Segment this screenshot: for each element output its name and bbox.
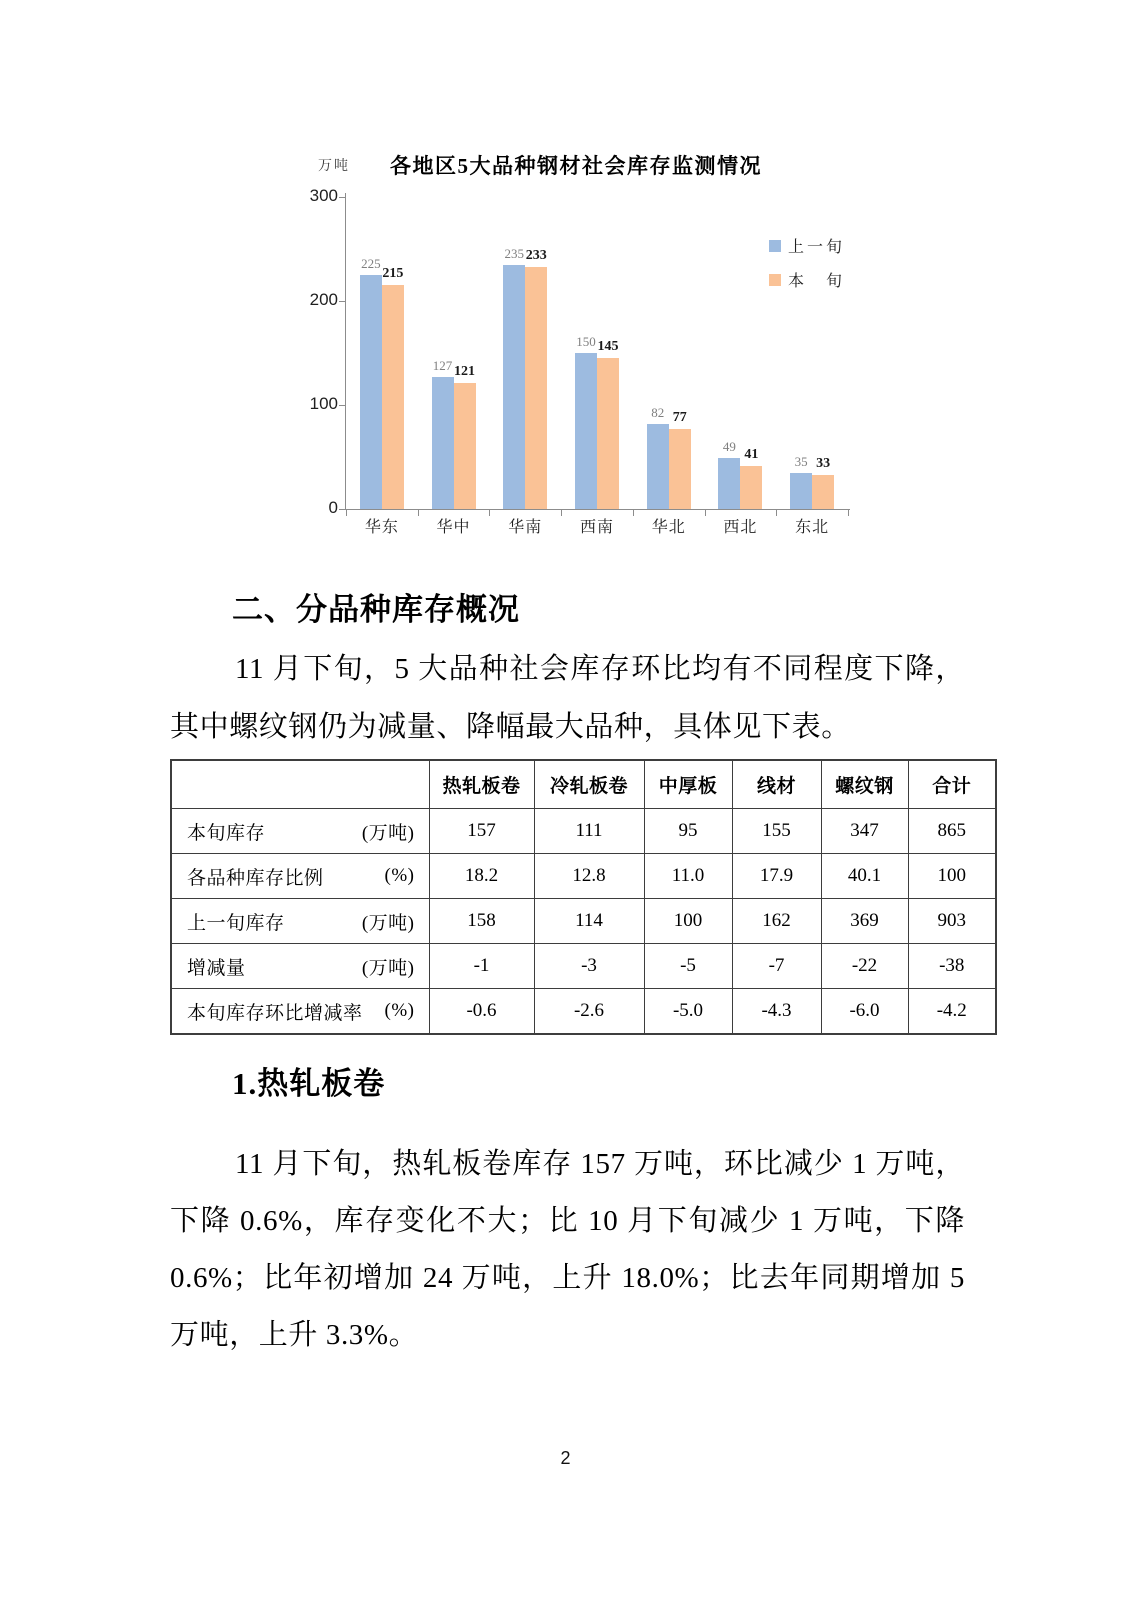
legend-swatch-icon [769,274,781,286]
section-heading-hot-rolled: 1.热轧板卷 [232,1066,386,1101]
legend-label: 本 旬 [788,273,846,290]
bar [647,404,669,509]
bar-value-label: 49 [722,439,736,455]
table-value-cell: 18.2 [429,854,534,899]
bar-group-6 [705,197,777,509]
table-value-cell: 95 [644,809,732,854]
paragraph-varieties [170,640,965,756]
bar-value-label: 225 [361,256,381,271]
bar-group-4 [561,197,633,509]
table-row [171,944,996,989]
bar-value-label: 77 [672,409,687,425]
table-value-cell: 111 [534,809,644,854]
y-axis-unit-label: 万吨 [318,159,350,174]
table-value-cell: -2.6 [534,989,644,1035]
table-value-cell: 865 [908,809,996,854]
y-axis-tick-label: 200 [309,290,338,309]
row-unit: (万吨) [361,957,415,979]
table-value-cell: 347 [821,809,908,854]
table-value-cell: -22 [821,944,908,989]
paragraph-line: 其中螺纹钢仍为减量、降幅最大品种，具体见下表。 [170,711,851,743]
bar [382,266,404,509]
row-label-cell [171,899,429,944]
row-unit: (万吨) [361,912,415,934]
row-unit: (万吨) [361,822,415,844]
bar-value-label: 35 [794,453,808,469]
table-column-header: 中厚板 [644,760,732,809]
bar-value-label: 150 [576,334,596,349]
table-value-cell: -3 [534,944,644,989]
x-axis-category-label: 华东 [364,519,399,536]
bar [597,339,619,509]
paragraph-hot-rolled [170,1136,965,1364]
table-column-header: 线材 [732,760,821,809]
x-axis-category-label: 华北 [651,519,686,536]
bar [503,245,525,509]
table-column-header [171,760,429,809]
paragraph-line: 下降 0.6%，库存变化不大；比 10 月下旬减少 1 万吨，下降 [170,1205,965,1237]
row-label-cell [171,989,429,1035]
bar [718,439,740,509]
table-value-cell: 369 [821,899,908,944]
y-axis-tick-mark [339,197,346,198]
x-axis-category-label: 华南 [508,519,543,536]
table-row [171,854,996,899]
row-label: 上一旬库存 [187,912,285,934]
table-value-cell: 100 [644,899,732,944]
table-column-header: 冷轧板卷 [534,760,644,809]
bar-value-label: 235 [504,245,525,261]
row-unit: (%) [384,1000,415,1021]
table-value-cell: -38 [908,944,996,989]
bar-value-label: 233 [525,247,547,263]
y-axis-tick-mark [339,301,346,302]
x-axis-line [339,509,850,510]
section-heading-varieties: 二、分品种库存概况 [232,592,520,627]
bar-value-label: 121 [454,364,476,380]
x-axis-category-label: 东北 [795,519,830,536]
legend-label: 上一旬 [788,239,846,256]
row-unit: (%) [384,865,415,886]
table-value-cell: -5.0 [644,989,732,1035]
bar-value-label: 145 [597,339,619,355]
chart-title: 各地区5大品种钢材社会库存监测情况 [390,154,762,178]
table-value-cell: 903 [908,899,996,944]
bar-value-label: 33 [816,455,831,471]
x-axis-tick-mark [848,510,849,516]
x-axis-category-label: 西南 [579,519,614,536]
row-label: 各品种库存比例 [187,867,324,889]
bar [432,357,454,509]
x-axis-category-label: 华中 [436,519,471,536]
y-axis-tick-mark [339,509,346,510]
bar-value-label: 127 [432,357,453,373]
paragraph-line: 0.6%；比年初增加 24 万吨，上升 18.0%；比去年同期增加 5 [170,1262,965,1294]
bar [575,334,597,509]
table-row [171,899,996,944]
bar [669,409,691,509]
table-value-cell: -6.0 [821,989,908,1035]
row-label-cell [171,809,429,854]
table-value-cell: -1 [429,944,534,989]
table-value-cell: 100 [908,854,996,899]
table-value-cell: 162 [732,899,821,944]
paragraph-line: 11 月下旬，5 大品种社会库存环比均有不同程度下降， [235,653,965,685]
table-column-header: 热轧板卷 [429,760,534,809]
table-value-cell: 158 [429,899,534,944]
legend-swatch-icon [769,240,781,252]
table-row [171,989,996,1035]
table-value-cell: -7 [732,944,821,989]
table-value-cell: 40.1 [821,854,908,899]
y-axis-tick-label: 100 [309,394,338,413]
bar [360,256,382,509]
inventory-by-variety-table [170,759,997,1035]
bar [740,447,762,509]
table-header-row [171,760,996,809]
bar-group-5 [633,197,705,509]
table-value-cell: -5 [644,944,732,989]
legend-item [769,234,845,257]
table-value-cell: 17.9 [732,854,821,899]
y-axis-tick-label: 300 [309,186,338,205]
paragraph-line: 万吨，上升 3.3%。 [170,1319,419,1351]
row-label: 增减量 [187,957,246,979]
row-label-cell [171,944,429,989]
bar [790,453,812,509]
bar [812,455,834,509]
bar [454,364,476,509]
paragraph-line: 11 月下旬，热轧板卷库存 157 万吨，环比减少 1 万吨， [235,1148,965,1180]
bar [525,247,547,509]
table-value-cell: -0.6 [429,989,534,1035]
table-value-cell: 155 [732,809,821,854]
legend-item [769,268,845,291]
row-label: 本旬库存环比增减率 [187,1002,363,1024]
y-axis-tick-label: 0 [328,498,338,517]
table-value-cell: 12.8 [534,854,644,899]
page-number: 2 [560,1448,571,1468]
y-axis-tick-mark [339,405,346,406]
x-axis-category-label: 西北 [723,519,758,536]
row-label: 本旬库存 [187,822,266,844]
bar-value-label: 82 [651,404,665,420]
table-value-cell: -4.3 [732,989,821,1035]
bar-value-label: 215 [382,266,404,282]
bar-group-3 [489,197,561,509]
table-value-cell: -4.2 [908,989,996,1035]
row-label-cell [171,854,429,899]
table-column-header: 螺纹钢 [821,760,908,809]
table-column-header: 合计 [908,760,996,809]
table-row [171,809,996,854]
bar-value-label: 41 [744,447,759,463]
table-value-cell: 114 [534,899,644,944]
bar-group-1 [346,197,418,509]
table-value-cell: 11.0 [644,854,732,899]
bar-group-2 [418,197,490,509]
table-value-cell: 157 [429,809,534,854]
